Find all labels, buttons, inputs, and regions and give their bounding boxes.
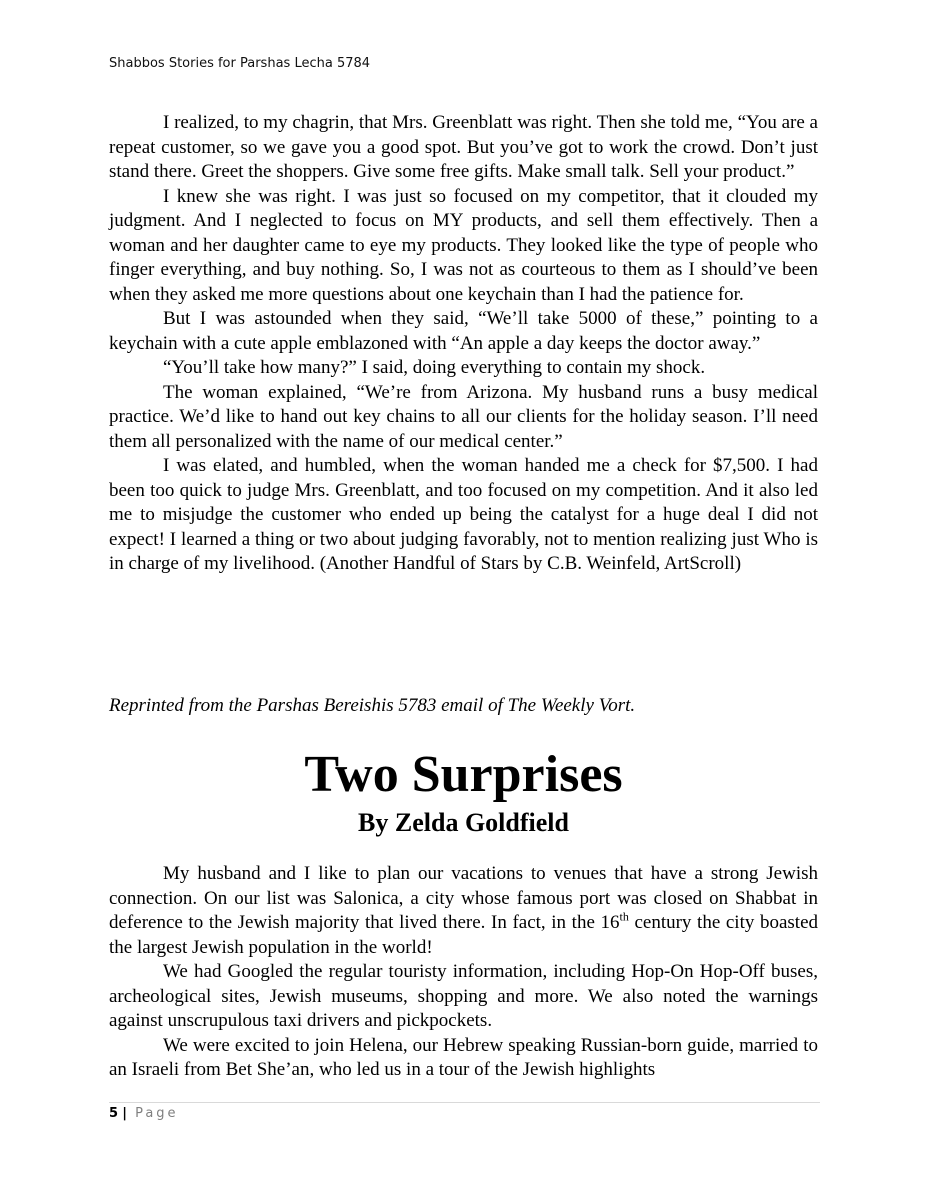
story-byline: By Zelda Goldfield bbox=[358, 808, 569, 837]
paragraph-text: My husband and I like to plan our vacations to venues that have a strong Jewish connection. On our list was Salonica, a city whose famous port was closed on Shabbat in deference to the Jewish majority that lived there. In fact, in the 16 bbox=[109, 863, 818, 933]
page-number: 5 bbox=[109, 1106, 119, 1121]
paragraph: I knew she was right. I was just so focused on my competitor, that it clouded my judgment. And I neglected to focus on MY products, and sell them effectively. Then a woman and her daughter came to eye my products. They looked like the type of people who finger everything, and buy nothing. So, I was not as courteous to them as I should’ve been when they asked me more questions about one keychain than I had the patience for. bbox=[109, 185, 818, 305]
paragraph-text: century the city boasted the largest Jewish population in the world! bbox=[109, 912, 819, 958]
running-header: Shabbos Stories for Parshas Lecha 5784 bbox=[109, 56, 371, 71]
paragraph: “You’ll take how many?” I said, doing everything to contain my shock. bbox=[163, 357, 706, 378]
paragraph bbox=[109, 862, 818, 960]
paragraph: I was elated, and humbled, when the woman handed me a check for $7,500. I had been too quick to judge Mrs. Greenblatt, and too focused on my competition. And it also led me to misjudge the customer who ended up being the catalyst for a huge deal I did not expect! I learned a thing or two about judging favorably, not to mention realizing just Who is in charge of my livelihood. (Another Handful of Stars by C.B. Weinfeld, ArtScroll) bbox=[109, 455, 818, 574]
story-title: Two Surprises bbox=[304, 746, 623, 803]
story-body bbox=[109, 862, 818, 1083]
page-label: Page bbox=[135, 1106, 179, 1121]
footer-divider bbox=[109, 1102, 820, 1103]
paragraph: But I was astounded when they said, “We’ll take 5000 of these,” pointing to a keychain with a cute apple emblazoned with “An apple a day keeps the doctor away.” bbox=[109, 308, 818, 354]
footer-separator: | bbox=[122, 1106, 127, 1121]
paragraph: The woman explained, “We’re from Arizona. My husband runs a busy medical practice. We’d like to hand out key chains to all our clients for the holiday season. I’ll need them all personalized with the name of our medical center.” bbox=[109, 381, 818, 452]
page-footer bbox=[109, 1106, 179, 1121]
ordinal-suffix: th bbox=[619, 909, 629, 924]
story-continuation bbox=[109, 111, 818, 577]
paragraph: I realized, to my chagrin, that Mrs. Greenblatt was right. Then she told me, “You are a repeat customer, so we gave you a good spot. But you’ve got to work the crowd. Don’t just stand there. Greet the shoppers. Give some free gifts. Make small talk. Sell your product.” bbox=[109, 112, 818, 182]
paragraph: We were excited to join Helena, our Hebrew speaking Russian-born guide, married to an Israeli from Bet She’an, who led us in a tour of the Jewish highlights bbox=[109, 1034, 818, 1080]
reprint-credit: Reprinted from the Parshas Bereishis 5783 email of The Weekly Vort. bbox=[109, 695, 636, 716]
paragraph: We had Googled the regular touristy information, including Hop-On Hop-Off buses, archeological sites, Jewish museums, shopping and more. We also noted the warnings against unscrupulous taxi drivers and pickpockets. bbox=[109, 961, 818, 1031]
